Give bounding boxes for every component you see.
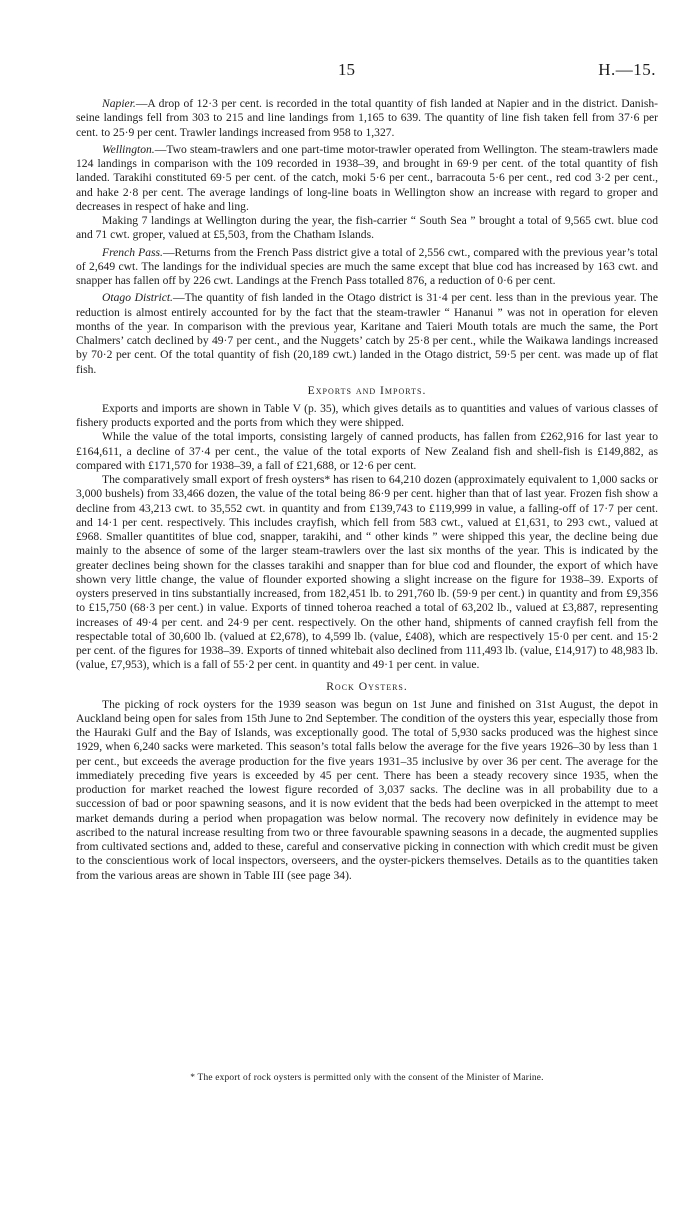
paragraph-otago: Otago District.—The quantity of fish landed in the Otago district is 31·4 per cent. less than in the previous year. The reduction is almost entirely accounted for by the fact that the steam-trawler “ Hananui ” was not in operation for eleven months of the year. In comparison with the previous year, Karitane and Taieri Mouth totals are much the same, the Port Chalmers’ catch declined by 49·7 per cent., and the Nuggets’ catch by 25·8 per cent., while the Waikawa landings increased by 70·2 per cent. Of the total quantity of fish (20,189 cwt.) landed in the Otago district, 59·5 per cent. was made up of flat fish. xyxy=(76,291,658,376)
footnote: * The export of rock oysters is permitted only with the consent of the Minister of Marine. xyxy=(190,1073,544,1083)
district-heading-french-pass: French Pass. xyxy=(102,245,163,259)
document-reference: H.—15. xyxy=(598,60,656,79)
district-heading-napier: Napier. xyxy=(102,97,136,110)
body-text xyxy=(76,97,658,883)
section-heading-rock-oysters: Rock Oysters. xyxy=(326,679,408,693)
paragraph-rock-oysters: The picking of rock oysters for the 1939 season was begun on 1st June and finished on 31st August, the depot in Auckland being open for sales from 15th June to 2nd September. The condition of the oysters this year, especially those from the Hauraki Gulf and the Bay of Islands, was exceptionally good. The total of 5,930 sacks produced was the highest since 1929, when 6,240 sacks were marketed. This season’s total falls below the average for the five years 1926–30 by less than 1 per cent., but exceeds the average production for the five years 1931–35 inclusive by over 36 per cent. The average for the immediately preceding five years is exceeded by 45 per cent. There has been a steady recovery since 1935, when the production for market reached the lowest figure recorded of 3,037 sacks. The decline was in all probability due to a succession of bad or poor spawning seasons, and it is now evident that the beds had been overpicked in the attempt to meet market demands during a period when propagation was below normal. The recovery now definitely in evidence may be ascribed to the natural increase resulting from two or three favourable spawning seasons in a decade, the augmented supplies from cultivated sections and, added to these, careful and conservative picking in connection with which credit must be given to the conscientious work of local inspectors, overseers, and the oyster-pickers themselves. Details as to the quantities taken from the various areas are shown in Table III (see page 34). xyxy=(76,697,658,882)
district-heading-wellington: Wellington. xyxy=(102,142,155,156)
paragraph-exports-2: While the value of the total imports, consisting largely of canned products, has fallen from £262,916 for last year to £164,611, a decline of 37·4 per cent., the value of the total exports of New Zealand fish and shell-fish is £149,882, as compared with £171,570 for 1938–39, a fall of £21,688, or 12·6 per cent. xyxy=(76,430,658,472)
paragraph-exports-3: The comparatively small export of fresh oysters* has risen to 64,210 dozen (approximately equivalent to 1,000 sacks or 3,000 bushels) from 33,466 dozen, the value of the total being 86·9 per cent. higher than that of last year. Frozen fish show a decline from 43,213 cwt. to 35,552 cwt. in quantity and from £139,743 to £119,999 in value, a falling-off of 17·7 per cent. and 14·1 per cent. respectively. This includes crayfish, which fell from 583 cwt., valued at £1,631, to 293 cwt., valued at £968. Smaller quantitites of blue cod, snapper, tarakihi, and “ other kinds ” were shipped this year, the decline being due mainly to the absence of some of the larger steam-trawlers over the last six months of the year. This is indicated by the greater declines being shown for the classes tarakihi and snapper than for blue cod and flounder, the export of which have shown very little change, the value of flounder exported showing a slight increase on the figure for 1938–39. Exports of oysters preserved in tins substantially increased, from 182,451 lb. to 291,760 lb. (59·9 per cent.) in quantity and from £9,356 to £15,750 (68·3 per cent.) in value. Exports of tinned toheroa reached a total of 63,202 lb., valued at £3,887, representing increases of 49·4 per cent. and 24·9 per cent. respectively. On the other hand, shipments of canned crayfish fell from the respectable total of 30,600 lb. (valued at £2,678), to 4,599 lb. (value, £408), which are respectively 15·0 per cent. and 15·2 per cent. of the figures for 1938–39. Exports of tinned whitebait also declined from 111,493 lb. (value, £14,917) to 48,983 lb. (value, £7,953), which is a fall of 55·2 per cent. in quantity and 49·1 per cent. in value. xyxy=(76,473,658,672)
paragraph-exports-1: Exports and imports are shown in Table V (p. 35), which gives details as to quantities and values of various classes of fishery products exported and the ports from which they were shipped. xyxy=(76,401,658,429)
paragraph-wellington: Wellington.—Two steam-trawlers and one part-time motor-trawler operated from Wellington. The steam-trawlers made 124 landings in comparison with the 109 recorded in 1938–39, and brought in 69·9 per cent. of the total quantity of fish landed. Tarakihi constituted 69·5 per cent. of the catch, moki 5·6 per cent., barracouta 5·6 per cent., red cod 3·2 per cent., and hake 2·8 per cent. The average landings of long-line boats in Wellington show an increase with regard to groper and decreases in respect of hake and ling. xyxy=(76,142,658,213)
page-header xyxy=(0,60,700,82)
page-number: 15 xyxy=(338,60,355,79)
section-heading-exports: Exports and Imports. xyxy=(307,383,427,397)
paragraph-chatham-carrier: Making 7 landings at Wellington during the year, the fish-carrier “ South Sea ” brought a total of 9,565 cwt. blue cod and 71 cwt. groper, valued at £5,503, from the Chatham Islands. xyxy=(76,214,658,242)
district-heading-otago: Otago District. xyxy=(102,291,173,305)
paragraph-napier: Napier.—A drop of 12·3 per cent. is recorded in the total quantity of fish landed at Napier and in the district. Danish-seine landings fell from 303 to 215 and line landings from 1,165 to 639. The quantity of line fish taken fell from 37·6 per cent. to 25·9 per cent. Trawler landings increased from 958 to 1,327. xyxy=(76,97,658,139)
paragraph-french-pass: French Pass.—Returns from the French Pass district give a total of 2,556 cwt., compared with the previous year’s total of 2,649 cwt. The landings for the individual species are much the same except that blue cod has increased by 163 cwt. and snapper has fallen off by 226 cwt. Landings at the French Pass totalled 876, a reduction of 0·6 per cent. xyxy=(76,245,658,287)
